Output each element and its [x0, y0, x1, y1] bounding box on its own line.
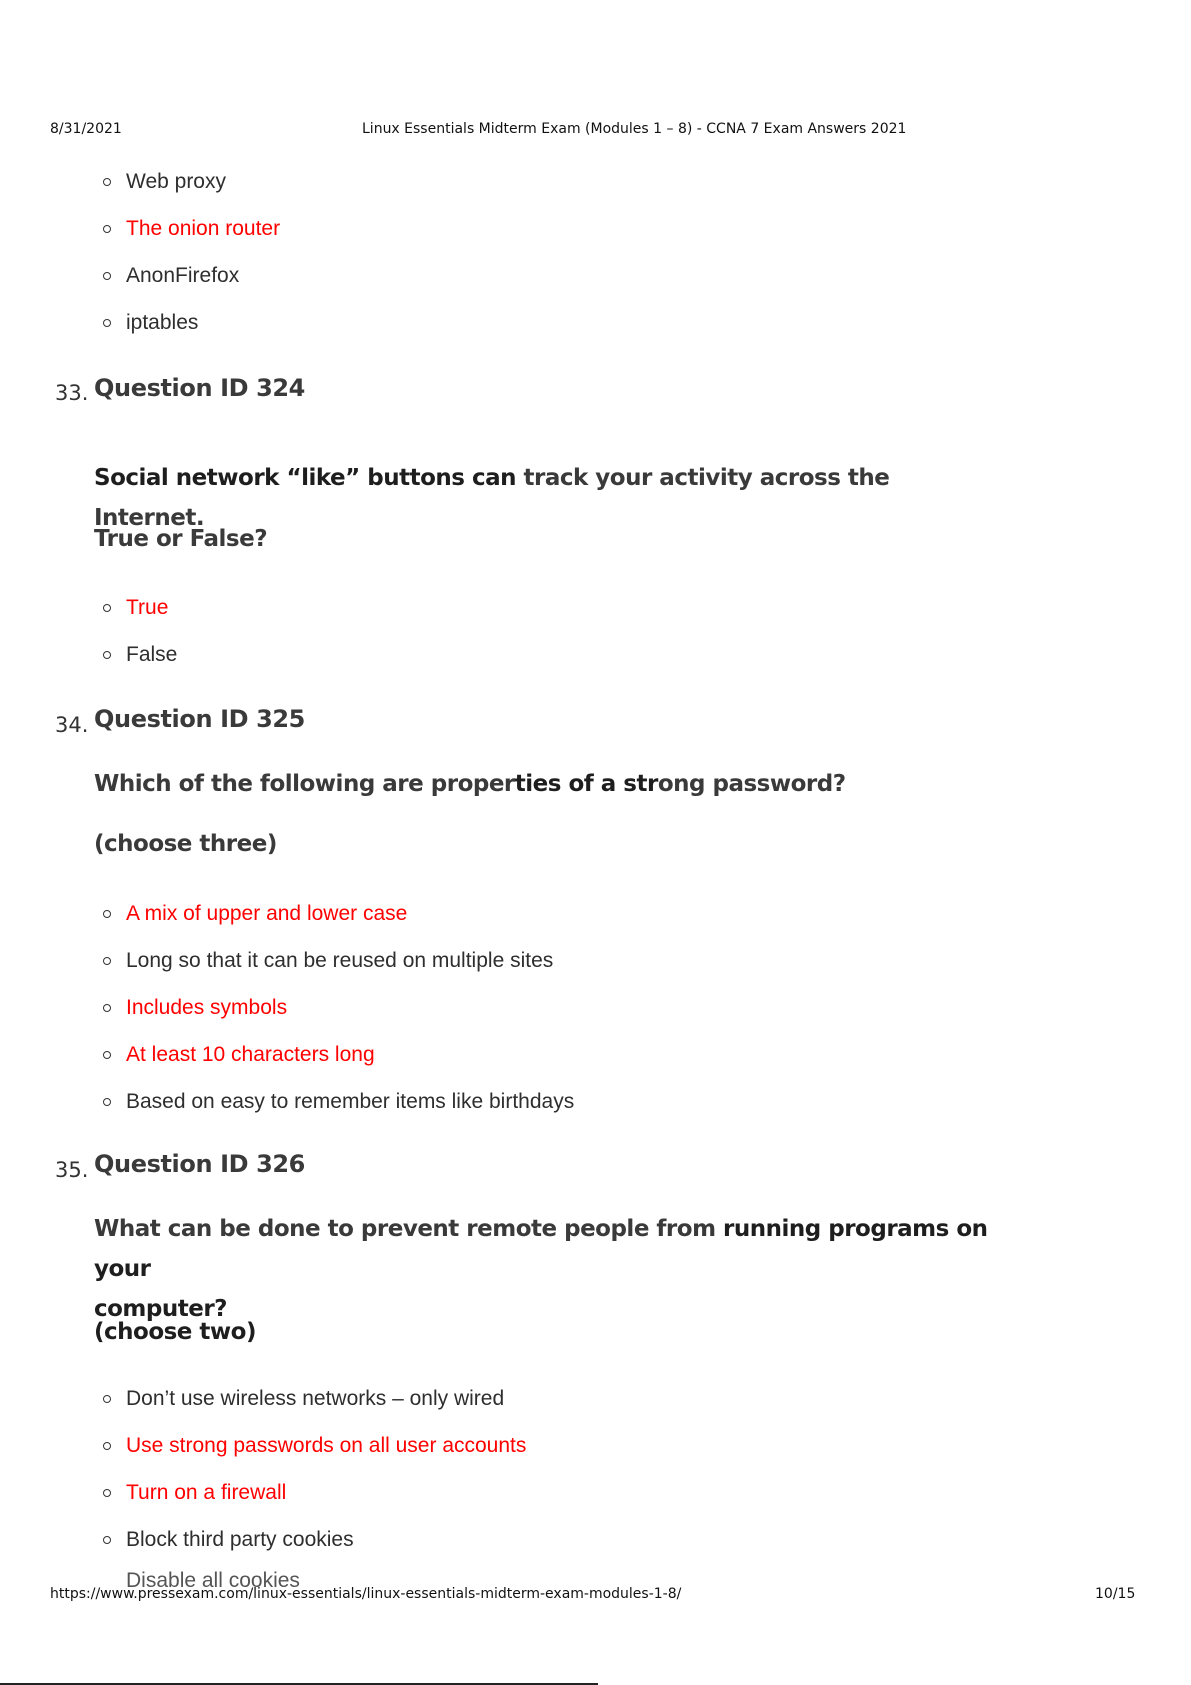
answer-option: AnonFirefox	[102, 256, 280, 303]
question-text-part: What can be done to prevent remote people from	[94, 1216, 724, 1242]
question-text-emphasis: running programs on your	[94, 1216, 988, 1282]
question-text	[94, 764, 994, 804]
question-text	[94, 1209, 994, 1329]
answer-option-correct: Turn on a firewall	[102, 1473, 526, 1520]
print-date: 8/31/2021	[50, 121, 122, 137]
q35-options	[102, 1379, 526, 1567]
q34-options	[102, 894, 574, 1129]
question-subtext: True or False?	[94, 526, 268, 552]
question-title: Question ID 326	[94, 1150, 305, 1178]
question-number: 34.	[55, 713, 89, 737]
q33-options	[102, 588, 177, 682]
question-text-emphasis: computer?	[94, 1296, 228, 1322]
answer-option: iptables	[102, 303, 280, 350]
page-number: 10/15	[1095, 1586, 1136, 1602]
answer-option: Long so that it can be reused on multiple sites	[102, 941, 574, 988]
answer-option-correct: Use strong passwords on all user accounts	[102, 1426, 526, 1473]
question-number: 33.	[55, 381, 89, 405]
question-text-rest: track your activity across the Internet.	[94, 465, 890, 531]
question-text-emphasis: ties of a str	[514, 771, 658, 797]
answer-option-correct: Includes symbols	[102, 988, 574, 1035]
answer-option: Based on easy to remember items like birthdays	[102, 1082, 574, 1129]
page-url: https://www.pressexam.com/linux-essentials/linux-essentials-midterm-exam-modules-1-8/	[50, 1586, 682, 1602]
question-number: 35.	[55, 1158, 89, 1182]
question-title: Question ID 325	[94, 705, 305, 733]
answer-option-correct: A mix of upper and lower case	[102, 894, 574, 941]
answer-option: Web proxy	[102, 162, 280, 209]
answer-option-correct: True	[102, 588, 177, 635]
page-title: Linux Essentials Midterm Exam (Modules 1 – 8) - CCNA 7 Exam Answers 2021	[362, 121, 907, 137]
question-text-part: Which of the following are proper	[94, 771, 515, 797]
question-text-emphasis: Social network “like” buttons can	[94, 465, 516, 491]
answer-option: Block third party cookies	[102, 1520, 526, 1567]
question-subtext: (choose three)	[94, 831, 277, 857]
cutoff-option: Disable all cookies	[126, 1569, 300, 1592]
answer-option: False	[102, 635, 177, 682]
answer-option: Don’t use wireless networks – only wired	[102, 1379, 526, 1426]
question-text-part: ong password?	[657, 771, 846, 797]
question-subtext: (choose two)	[94, 1319, 256, 1345]
answer-option-correct: At least 10 characters long	[102, 1035, 574, 1082]
answer-option-correct: The onion router	[102, 209, 280, 256]
prev-question-options	[102, 162, 280, 350]
question-title: Question ID 324	[94, 374, 305, 402]
